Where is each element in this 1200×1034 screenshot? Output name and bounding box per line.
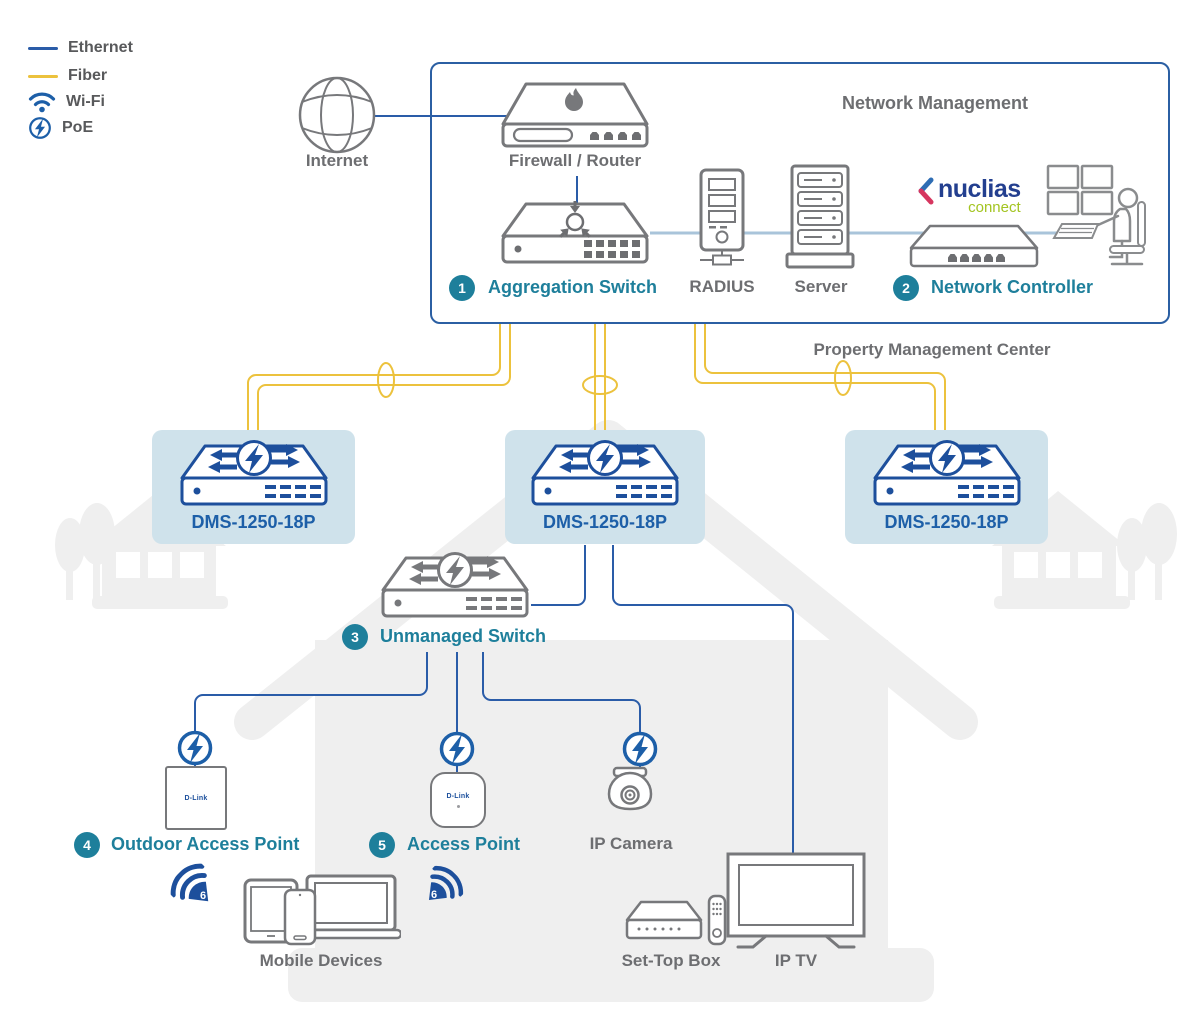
nuclias-chevron-icon: [916, 176, 934, 206]
step-badge-1: 1: [449, 275, 475, 301]
legend-item-ethernet: [28, 36, 133, 60]
wifi-icon: [28, 91, 56, 113]
legend-label: Fiber: [68, 67, 108, 84]
dms-left-label: DMS-1250-18P: [191, 512, 316, 532]
operator-workstation-icon: [1046, 164, 1164, 276]
mobile-devices-icon: [243, 874, 401, 946]
legend-label: Wi-Fi: [66, 93, 105, 110]
ip-tv-icon: [726, 852, 866, 952]
poe-switch-icon: [530, 438, 680, 510]
ethernet-line-icon: [28, 47, 58, 50]
nuclias-subbrand: connect: [968, 199, 1021, 216]
poe-icon: [621, 730, 659, 768]
dms-switch-center: [505, 430, 705, 544]
step-badge-2: 2: [893, 275, 919, 301]
dms-switch-left: [152, 430, 355, 544]
legend-item-wifi: [28, 90, 133, 114]
server-icon: [784, 164, 856, 270]
wifi6-icon-left: [173, 866, 217, 910]
ip-camera-icon: [601, 766, 659, 818]
poe-icon: [176, 729, 214, 767]
step-badge-4: 4: [74, 832, 100, 858]
dlink-brand-text: D-Link: [446, 792, 470, 800]
poe-switch-icon: [179, 438, 329, 510]
legend: [28, 36, 133, 140]
poe-icon: [438, 730, 476, 768]
legend-item-poe: [28, 116, 133, 140]
dlink-brand-text: D-Link: [184, 794, 208, 802]
property-management-label: Property Management Center: [813, 340, 1051, 359]
set-top-box-icon: [625, 894, 727, 946]
fiber-line-icon: [28, 75, 58, 78]
outdoor-access-point-label: Outdoor Access Point: [111, 834, 300, 854]
radius-label: RADIUS: [689, 277, 755, 296]
ip-tv-label: IP TV: [774, 951, 818, 970]
unmanaged-switch-label: Unmanaged Switch: [380, 626, 547, 646]
poe-switch-icon: [872, 438, 1022, 510]
set-top-box-label: Set-Top Box: [621, 951, 721, 970]
legend-item-fiber: [28, 64, 133, 88]
ip-camera-label: IP Camera: [589, 834, 673, 853]
internet-globe-icon: [297, 75, 377, 155]
access-point-label: Access Point: [407, 834, 521, 854]
unmanaged-switch-icon: [380, 550, 530, 622]
firewall-label: Firewall / Router: [508, 151, 642, 170]
network-controller-icon: [908, 220, 1040, 270]
access-point-device: [430, 772, 486, 828]
firewall-router-icon: [500, 78, 650, 150]
step-badge-3: 3: [342, 624, 368, 650]
wifi6-number: 6: [430, 889, 438, 901]
ap-led-dot: [457, 805, 460, 808]
dms-switch-right: [845, 430, 1048, 544]
aggregation-switch-label: Aggregation Switch: [488, 277, 658, 297]
wifi6-icon-right: [421, 868, 461, 908]
legend-label: Ethernet: [68, 39, 133, 56]
wifi6-number: 6: [199, 890, 207, 902]
network-controller-label: Network Controller: [931, 277, 1094, 297]
nuclias-brand: nuclias: [938, 175, 1021, 203]
internet-label: Internet: [305, 151, 369, 170]
network-management-title: Network Management: [841, 93, 1029, 113]
dms-right-label: DMS-1250-18P: [884, 512, 1009, 532]
radius-server-icon: [694, 168, 750, 272]
dms-center-label: DMS-1250-18P: [542, 512, 668, 532]
step-badge-5: 5: [369, 832, 395, 858]
nuclias-connect-logo: [916, 176, 1021, 216]
poe-icon: [28, 116, 52, 140]
aggregation-switch-icon: [500, 196, 650, 268]
outdoor-access-point-device: [165, 766, 227, 830]
server-label: Server: [794, 277, 848, 296]
legend-label: PoE: [62, 119, 94, 136]
mobile-devices-label: Mobile Devices: [259, 951, 383, 970]
